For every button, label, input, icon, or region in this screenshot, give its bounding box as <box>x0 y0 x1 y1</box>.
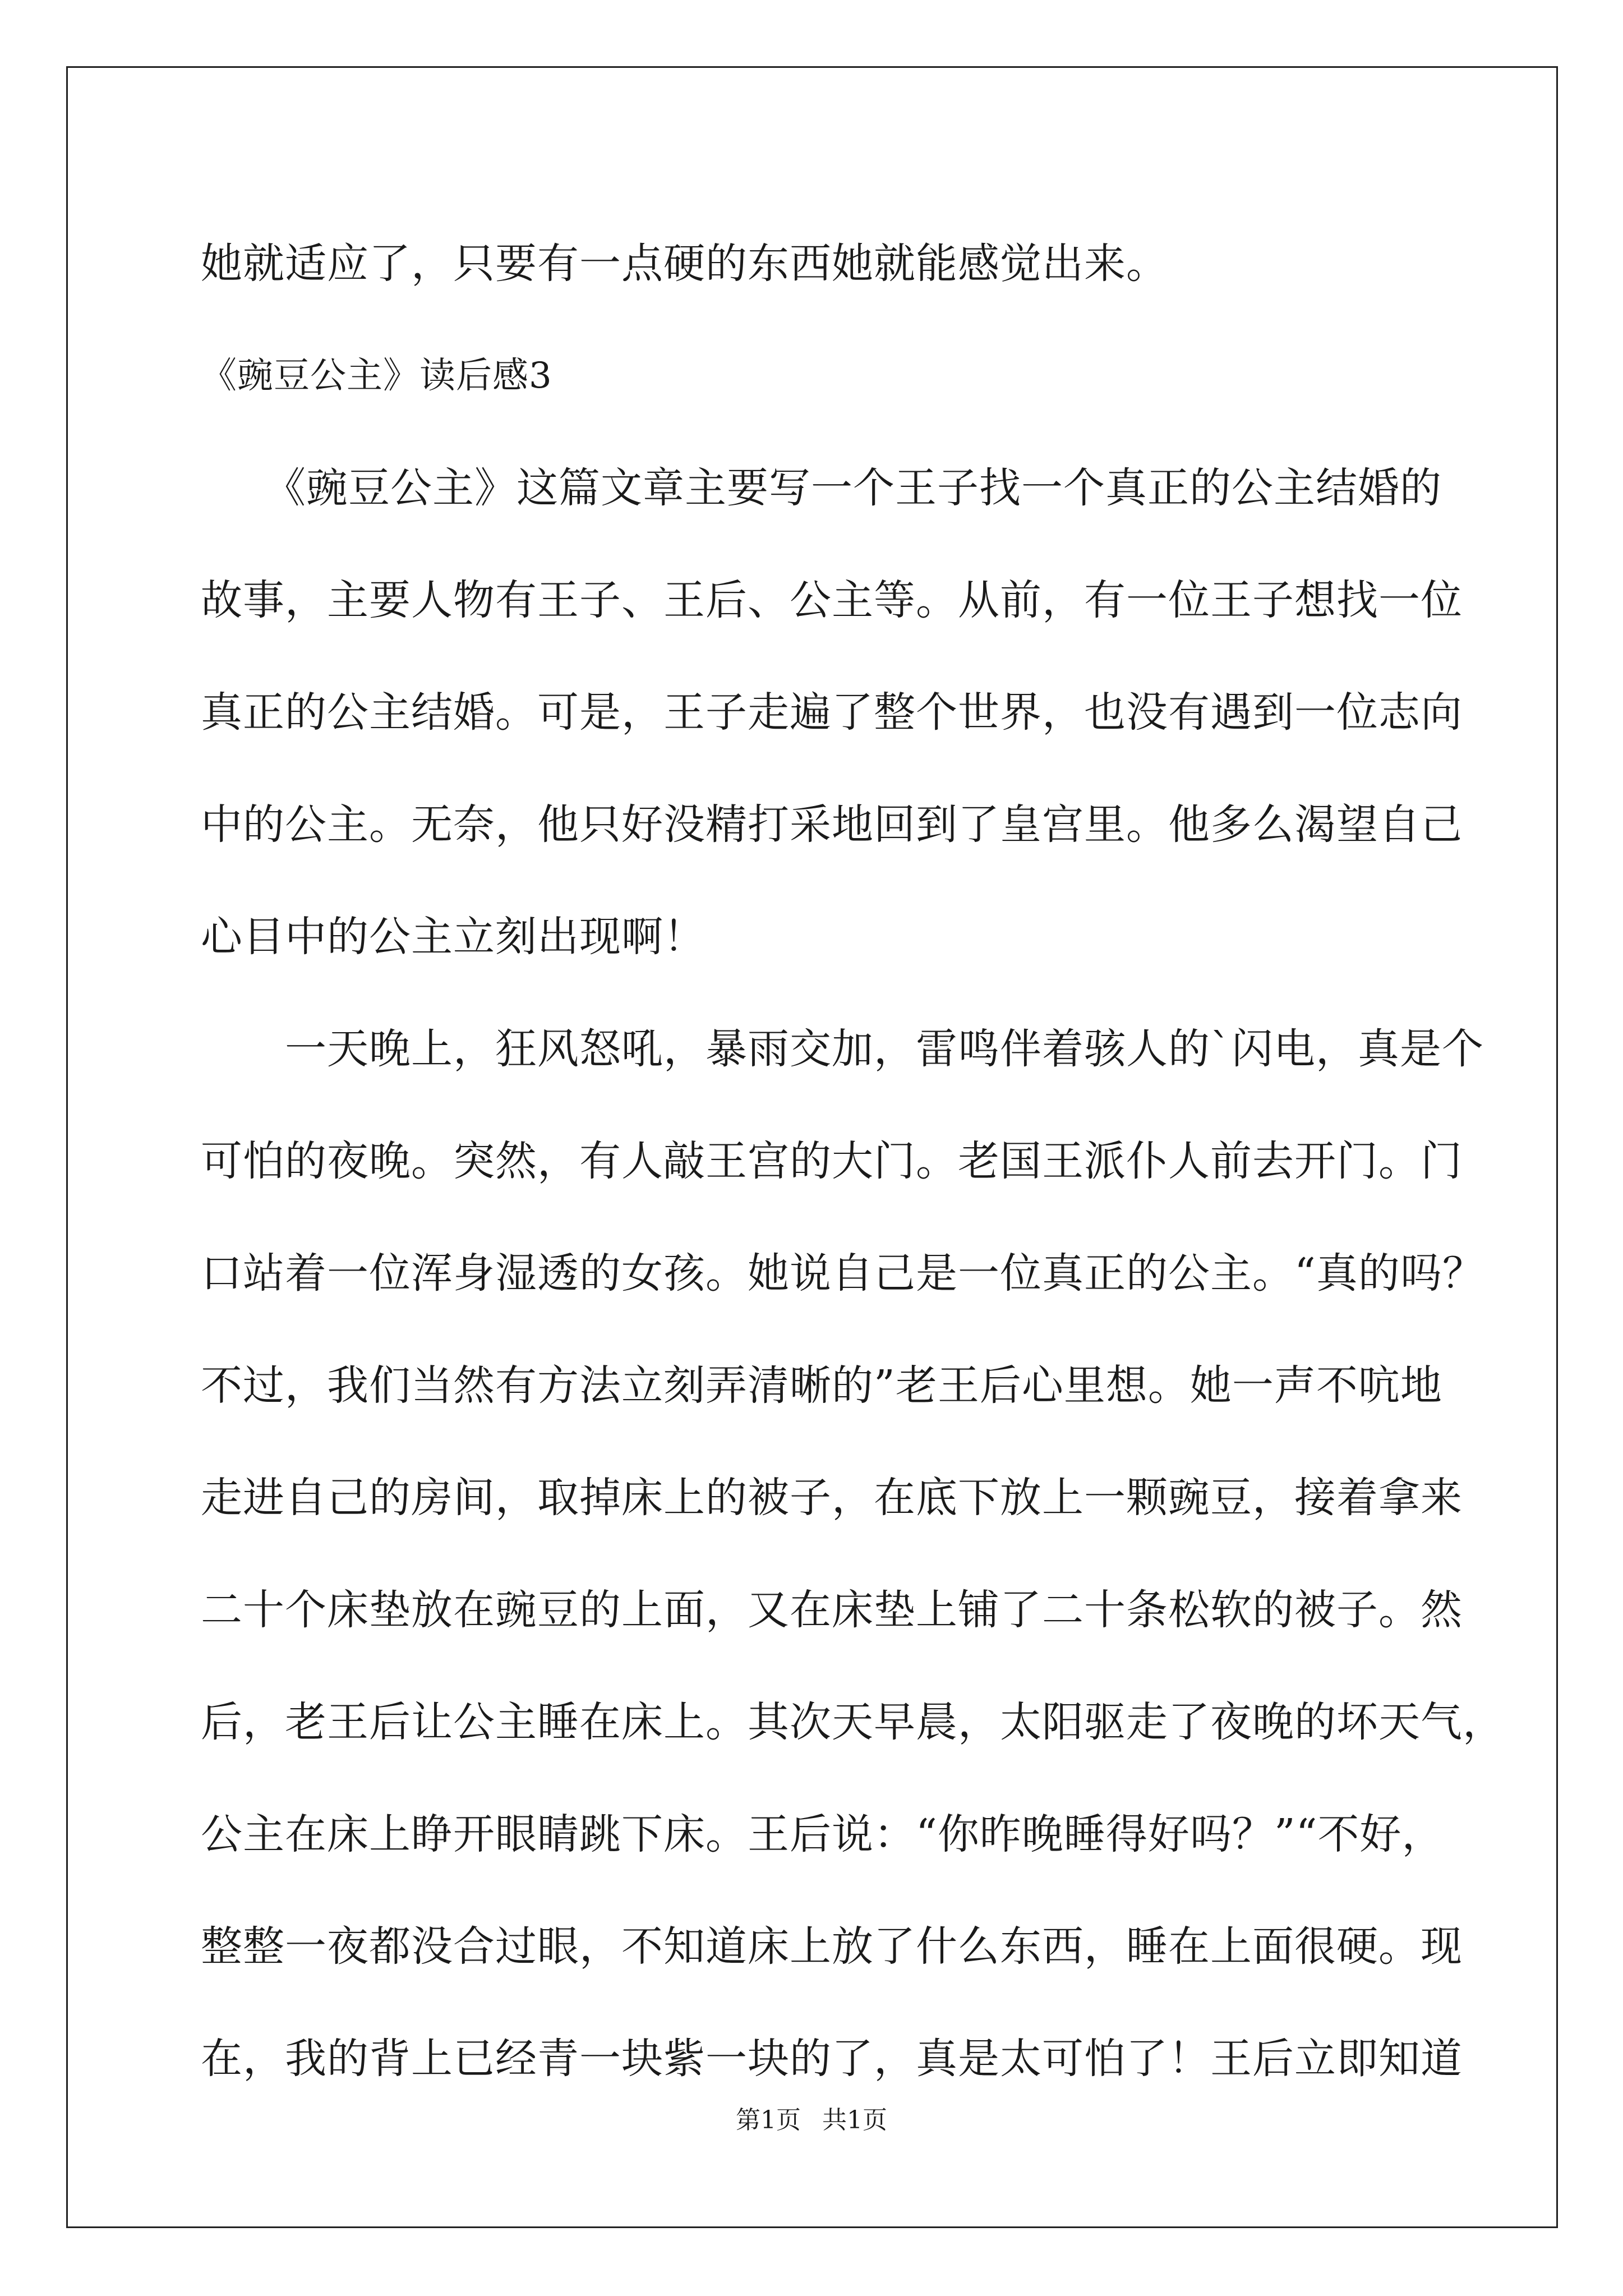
document-body <box>201 208 1505 2115</box>
text-line: 整整一夜都没合过眼，不知道床上放了什么东西，睡在上面很硬。现 <box>201 1922 1463 1971</box>
text-line: 中的公主。无奈，他只好没精打采地回到了皇宫里。他多么渴望自己 <box>201 800 1463 849</box>
text-line: 真正的公主结婚。可是，王子走遍了整个世界，也没有遇到一位志向 <box>201 688 1463 737</box>
page-footer <box>0 2104 1623 2137</box>
text-line: 心目中的公主立刻出现啊！ <box>201 913 706 961</box>
page-total: 共1页 <box>822 2106 887 2134</box>
text-line: 口站着一位浑身湿透的女孩。她说自己是一位真正的公主。“真的吗？ <box>201 1249 1484 1297</box>
text-line: 不过，我们当然有方法立刻弄清晰的”老王后心里想。她一声不吭地 <box>201 1361 1442 1410</box>
page-number: 第1页 <box>736 2106 801 2134</box>
text-line: 二十个床垫放在豌豆的上面，又在床垫上铺了二十条松软的被子。然 <box>201 1586 1463 1634</box>
text-line: 可怕的夜晚。突然，有人敲王宫的大门。老国王派仆人前去开门。门 <box>201 1137 1463 1185</box>
text-line: 她就适应了，只要有一点硬的东西她就能感觉出来。 <box>201 240 1168 288</box>
text-line: 《豌豆公主》这篇文章主要写一个王子找一个真正的公主结婚的 <box>201 464 1442 512</box>
text-line: 后，老王后让公主睡在床上。其次天早晨，太阳驱走了夜晚的坏天气， <box>201 1698 1505 1746</box>
text-line: 走进自己的房间，取掉床上的被子，在底下放上一颗豌豆，接着拿来 <box>201 1474 1463 1522</box>
text-line: 一天晚上，狂风怒吼，暴雨交加，雷鸣伴着骇人的`闪电，真是个 <box>201 1025 1484 1073</box>
text-line: 公主在床上睁开眼睛跳下床。王后说：“你昨晚睡得好吗？”“不好， <box>201 1810 1444 1858</box>
text-line: 在，我的背上已经青一块紫一块的了，真是太可怕了！王后立即知道 <box>201 2035 1463 2083</box>
text-line: 故事，主要人物有王子、王后、公主等。从前，有一位王子想找一位 <box>201 576 1463 624</box>
section-heading: 《豌豆公主》读后感3 <box>201 355 552 397</box>
